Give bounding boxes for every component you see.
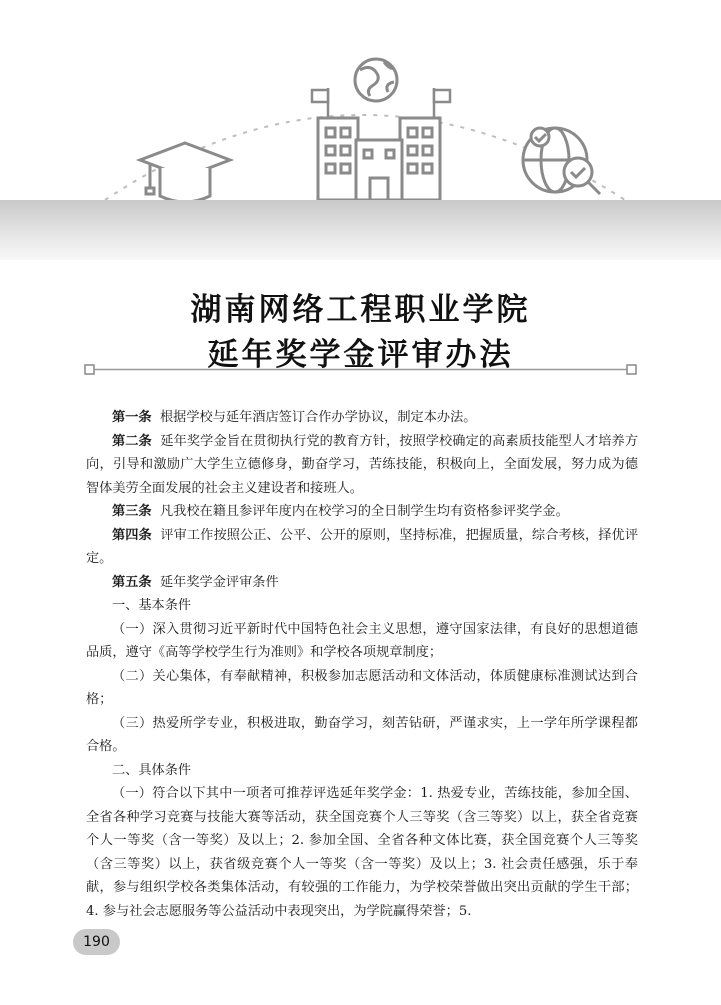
document-title-line2: 延年奖学金评审办法 (207, 337, 514, 373)
graduation-cap-icon (140, 143, 230, 202)
article-text: 延年奖学金旨在贯彻执行党的教育方针，按照学校确定的高素质技能型人才培养方向，引导和激励广大学生立德修身，勤奋学习，苦练技能，积极向上，全面发展，努力成为德智体美劳全面发展的社会主义建设者和接班人。 (86, 433, 639, 496)
article-text: 延年奖学金评审条件 (159, 574, 279, 590)
article-label: 第一条 (112, 410, 152, 425)
article-label: 第四条 (112, 527, 152, 543)
article-label: 第五条 (112, 574, 152, 590)
page-number-badge: 190 (73, 929, 120, 955)
section-heading: 一、基本条件 (112, 598, 192, 613)
paragraph: （一）深入贯彻习近平新时代中国特色社会主义思想，遵守国家法律，有良好的思想道德品质，遵守《高等学校学生行为准则》和学校各项规章制度； (86, 621, 638, 660)
article-5 (86, 571, 638, 595)
section-heading: 二、具体条件 (112, 762, 192, 778)
article-3 (86, 500, 638, 524)
article-label: 第三条 (112, 504, 152, 519)
document-body (86, 406, 638, 923)
article-1 (86, 406, 638, 430)
paragraph: （一）符合以下其中一项者可推荐评选延年奖学金：1. 热爱专业，苦练技能，参加全国、全省各种学习竞赛与技能大赛等活动，获全国竞赛个人三等奖（含三等奖）以上，获全省竞赛个人一等奖（含一等奖）及以上；2. 参加全国、全省各种文体比赛，获全国竞赛个人三等奖（含三等奖）以上，获省级竞赛个人一等奖（含一等奖）及以上；3. 社会责任感强，乐于奉献，参与组织学校各类集体活动，有较强的工作能力，为学校荣誉做出突出贡献的学生干部；4. 参与社会志愿服务等公益活动中表现突出，为学院赢得荣誉；5. (86, 786, 638, 919)
document-title-line1: 湖南网络工程职业学院 (190, 292, 531, 328)
flag-left-icon (312, 88, 328, 118)
globe-check-icon (523, 128, 600, 194)
globe-icon (355, 59, 397, 101)
flag-right-icon (434, 88, 450, 118)
paragraph: （二）关心集体，有奉献精神，积极参加志愿活动和文体活动，体质健康标准测试达到合格； (86, 668, 638, 707)
title-divider (84, 363, 637, 377)
paragraph: （三）热爱所学专业，积极进取，勤奋学习，刻苦钻研，严谨求实，上一学年所学课程都合格。 (86, 715, 638, 754)
article-text: 凡我校在籍且参评年度内在校学习的全日制学生均有资格参评奖学金。 (159, 504, 569, 519)
article-text: 评审工作按照公正、公平、公开的原则，坚持标准，把握质量，综合考核，择优评定。 (86, 527, 639, 566)
article-4 (86, 524, 638, 571)
article-2 (86, 430, 638, 501)
header-band (0, 200, 721, 260)
article-text: 根据学校与延年酒店签订合作办学协议，制定本办法。 (159, 410, 477, 425)
article-label: 第二条 (112, 433, 152, 449)
school-building-icon (318, 118, 440, 200)
